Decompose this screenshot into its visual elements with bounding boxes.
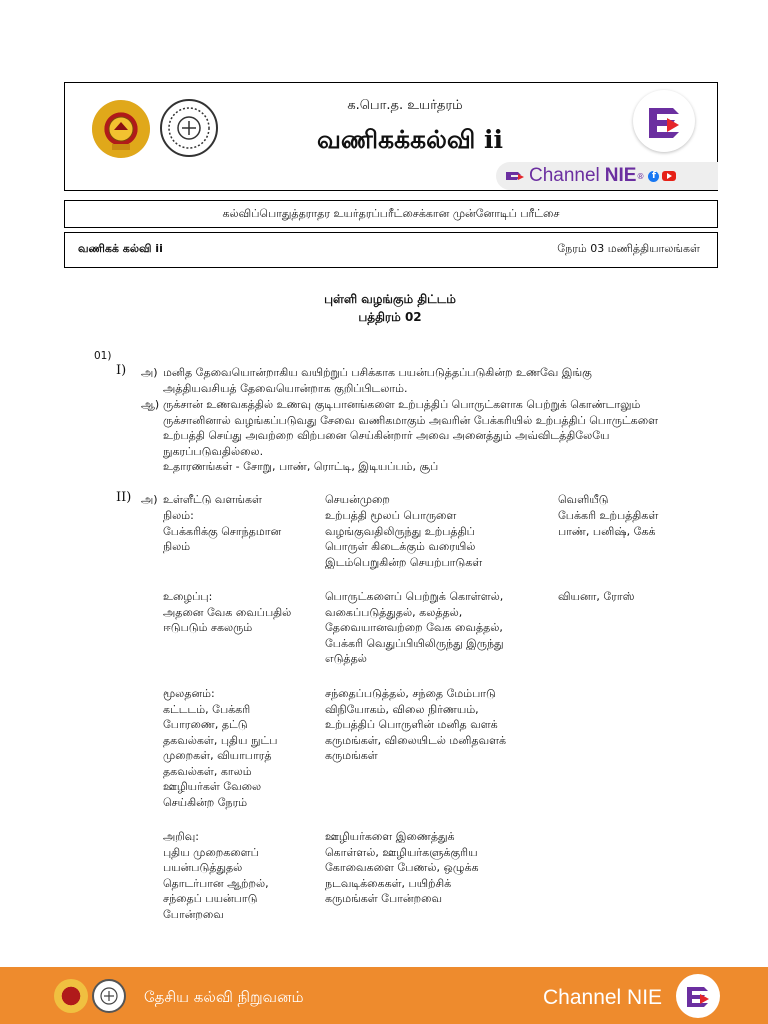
text-line: மனித தேவையொன்றாகிய வயிற்றுப் பசிக்காக பயன்படுத்தப்படுகின்ற உணவே இங்கு	[163, 366, 592, 379]
nie-emblem-footer-icon	[92, 979, 126, 1013]
national-emblem-footer-icon	[54, 979, 88, 1013]
national-emblem-icon	[92, 100, 150, 158]
text-line: அறிவு:	[163, 830, 199, 843]
text-line: பாண், பனிஷ், கேக்	[558, 524, 656, 538]
process-cell	[325, 508, 482, 570]
channel-mini-icon	[504, 168, 526, 184]
text-line: கருமங்கள், விலையிடல் மனிதவளக்	[325, 733, 507, 747]
text-line: அத்தியவசியத் தேவையொன்றாக குறிப்பிடலாம்.	[163, 381, 408, 395]
subject-label: வணிகக் கல்வி ii	[78, 242, 163, 255]
text-line: சந்தைப்படுத்தல், சந்தை மேம்பாடு	[325, 687, 496, 700]
text-line: உழைப்பு:	[163, 590, 213, 603]
text-line: இடம்பெறுகின்ற செயற்பாடுகள்	[325, 555, 483, 569]
channel-nie-footer-icon	[676, 974, 720, 1018]
nie-emblem-icon	[160, 99, 218, 157]
text-line: மூலதனம்:	[163, 687, 215, 700]
part-2-label: II)	[116, 490, 132, 505]
exam-duration: நேரம் 03 மணித்தியாலங்கள்	[557, 242, 700, 255]
channel-nie-banner	[496, 162, 718, 190]
input-cell	[163, 686, 277, 810]
text-line: நிலம்:	[163, 509, 194, 522]
text-line: ஊழியர்கள் வேலை	[163, 780, 262, 793]
text-line: கருமங்கள் போன்றவை	[325, 892, 443, 905]
output-cell	[558, 589, 634, 605]
text-line: பொருட்களைப் பெற்றுக் கொள்ளல்,	[325, 590, 504, 603]
text-line: தகவல்கள், காலம்	[163, 764, 252, 778]
part-1-label: I)	[116, 363, 127, 378]
exam-level-line: க.பொ.த. உயர்தரம்	[347, 98, 463, 113]
input-cell	[163, 829, 269, 922]
text-line: புதிய முறைகளைப்	[163, 845, 259, 859]
text-line: பேக்கரி வெதுப்பியிலிருந்து இருந்து	[325, 636, 504, 650]
text-line: சந்தைப் பயன்பாடு	[163, 892, 258, 905]
output-cell	[558, 508, 658, 539]
paper-number: பத்திரம் 02	[358, 310, 422, 324]
facebook-icon[interactable]: f	[648, 171, 659, 182]
text-line: பேக்கரிக்கு சொந்தமான	[163, 524, 282, 538]
scheme-title: புள்ளி வழங்கும் திட்டம்	[324, 292, 456, 306]
text-line: ருக்சானினால் வழங்கப்படுவது சேவை வணிகமாகும் அவரின் பேக்கரியில் உற்பத்திப் பொருட்களை	[163, 413, 659, 427]
column-header-input: உள்ளீட்டு வளங்கள்	[163, 493, 262, 506]
text-line: உற்பத்தி செய்து அவற்றை விற்பனை செய்கின்றார் அவை அனைத்தும் அவ்விடத்திலேயே	[163, 429, 610, 442]
column-header-process: செயன்முறை	[325, 493, 390, 506]
part-2a-label: அ)	[141, 493, 158, 506]
text-line: கட்டடம், பேக்கரி	[163, 702, 251, 716]
text-line: பேக்கரி உற்பத்திகள்	[558, 509, 659, 522]
text-line: நிலம்	[163, 540, 191, 553]
text-line: வகைப்படுத்துதல், கலத்தல்,	[325, 605, 463, 619]
footer-institute-name: தேசிய கல்வி நிறுவனம்	[144, 988, 304, 1006]
text-line: நடவடிக்கைகள், பயிற்சிக்	[325, 876, 452, 890]
footer-bar	[0, 967, 768, 1024]
text-line: ஈடுபடும் சகலரும்	[163, 621, 253, 634]
text-line: நுகரப்படுவதில்லை.	[163, 444, 264, 458]
text-line: அதனை வேக வைப்பதில்	[163, 605, 292, 619]
part-1b-text	[163, 397, 658, 475]
process-cell	[325, 589, 504, 667]
text-line: வியனா, ரோஸ்	[558, 590, 635, 603]
text-line: போன்றவை	[163, 907, 224, 921]
part-1a-label: அ)	[141, 366, 158, 379]
input-cell	[163, 589, 291, 636]
text-line: உற்பத்தி மூலப் பொருளை	[325, 509, 457, 522]
text-line: வழங்குவதிலிருந்து உற்பத்திப்	[325, 524, 475, 538]
text-line: கருமங்கள்	[325, 749, 378, 762]
text-line: தொடர்பான ஆற்றல்,	[163, 876, 269, 890]
input-cell	[163, 508, 281, 555]
registered-mark: ®	[636, 171, 645, 181]
youtube-icon[interactable]	[662, 171, 676, 181]
part-1a-text	[163, 365, 592, 396]
question-number: 01)	[94, 350, 112, 362]
channel-brand: NIE	[604, 165, 637, 186]
text-line: முறைகள், வியாபாரத்	[163, 749, 272, 762]
text-line: தகவல்கள், புதிய நுட்ப	[163, 733, 278, 747]
text-line: செய்கின்ற நேரம்	[163, 795, 248, 809]
text-line: உதாரணங்கள் - சோறு, பாண், ரொட்டி, இடியப்பம், சூப்	[163, 460, 439, 473]
text-line: உற்பத்திப் பொருளின் மனித வளக்	[325, 718, 498, 731]
footer-channel-text: Channel NIE	[543, 986, 663, 1009]
text-line: பயன்படுத்துதல்	[163, 861, 243, 874]
text-line: ஊழியர்களை இணைத்துக்	[325, 830, 455, 843]
subject-title: வணிகக்கல்வி ii	[317, 125, 503, 154]
text-line: விநியோகம், விலை நிர்ணயம்,	[325, 702, 479, 716]
text-line: கோவைகளை பேணல், ஒழுக்க	[325, 861, 479, 874]
process-cell	[325, 829, 479, 907]
text-line: போரணை, தட்டு	[163, 718, 248, 731]
channel-nie-logo-icon	[633, 90, 695, 152]
exam-title: கல்விப்பொதுத்தராதர உயர்தரப்பரீட்சைக்கான முன்னோடிப் பரீட்சை	[222, 207, 560, 220]
text-line: பொருள் கிடைக்கும் வரையில்	[325, 540, 476, 553]
text-line: ருக்சான் உணவகத்தில் உணவு குடிபானங்களை உற்பத்திப் பொருட்களாக பெற்றுக் கொண்டாலும்	[163, 398, 641, 411]
channel-name: Channel	[529, 165, 600, 186]
column-header-output: வெளியீடு	[558, 493, 609, 506]
part-1b-label: ஆ)	[141, 398, 160, 411]
process-cell	[325, 686, 506, 764]
text-line: கொள்ளல், ஊழியர்களுக்குரிய	[325, 845, 478, 859]
text-line: தேவையானவற்றை வேக வைத்தல்,	[325, 621, 503, 634]
text-line: எடுத்தல்	[325, 652, 367, 665]
